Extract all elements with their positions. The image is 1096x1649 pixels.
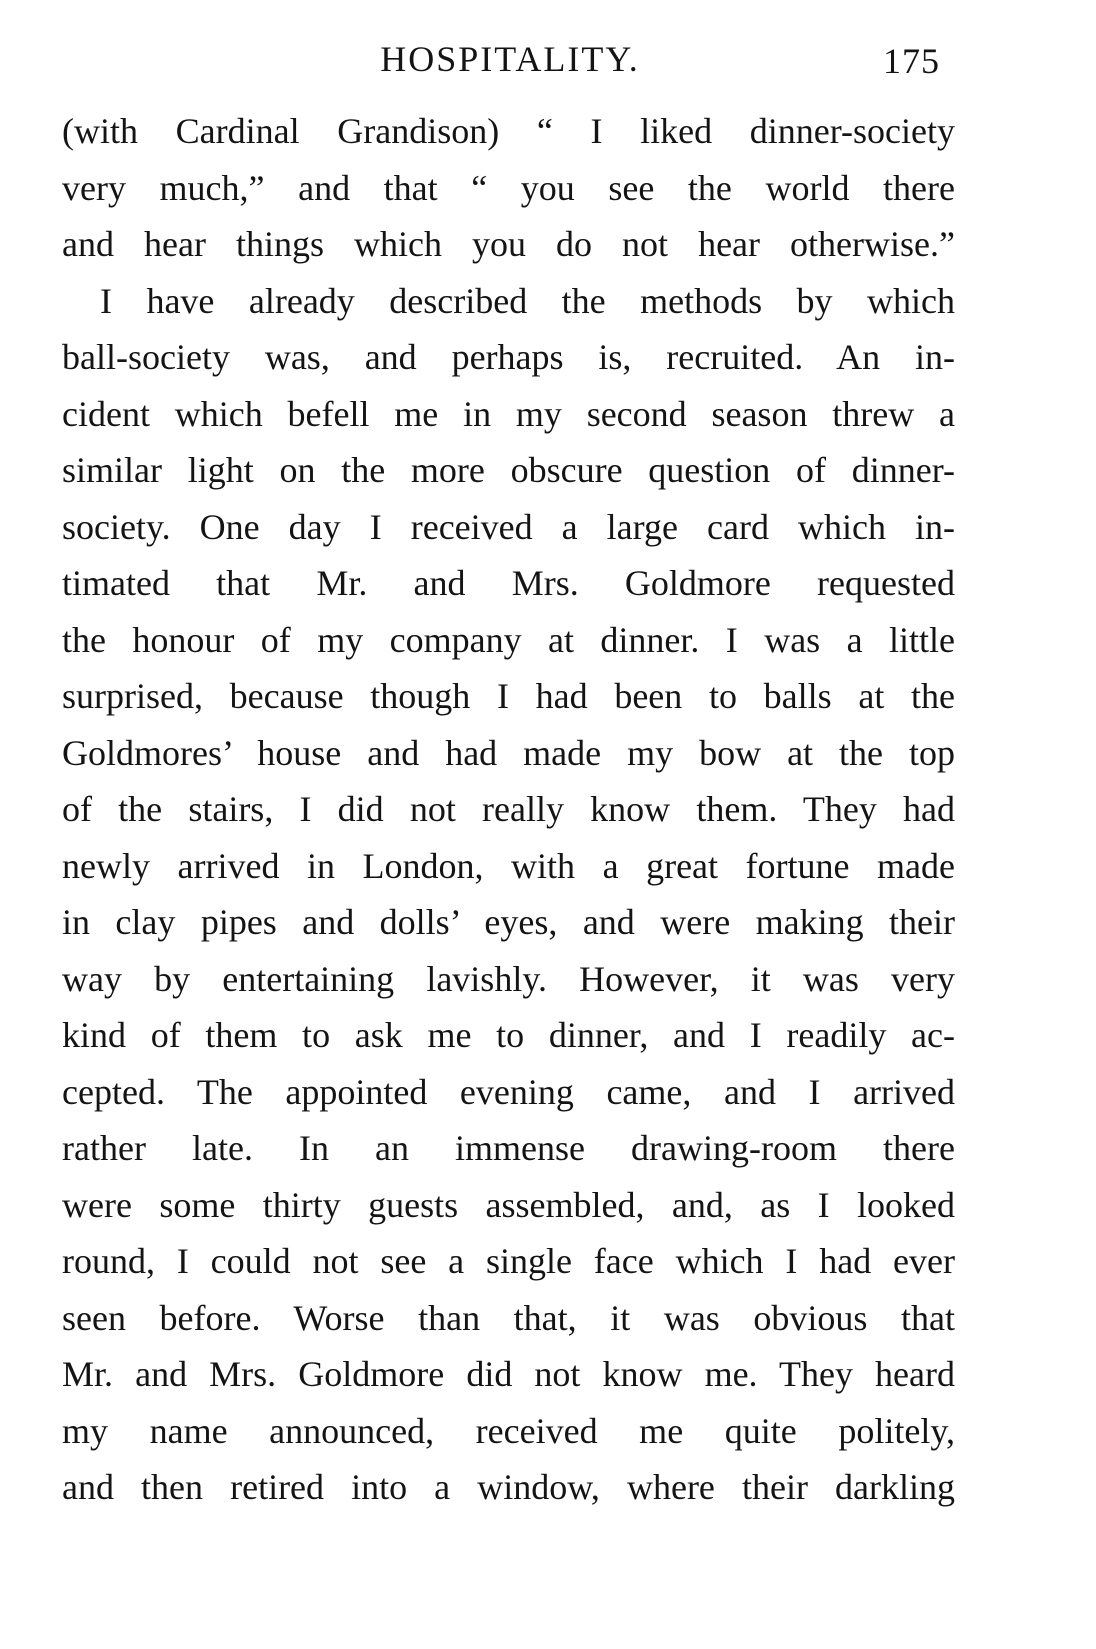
text-line: were some thirty guests assembled, and, as I looked [62, 1184, 955, 1225]
text-line: seen before. Worse than that, it was obvious that [62, 1297, 955, 1338]
text-line: Mr. and Mrs. Goldmore did not know me. They heard [62, 1354, 955, 1394]
text-line: in clay pipes and dolls’ eyes, and were making their [62, 902, 955, 942]
text-line: Goldmores’ house and had made my bow at the top [62, 732, 955, 773]
text-line: I have already described the methods by which [100, 280, 955, 321]
body-text [62, 103, 955, 1516]
text-line: my name announced, received me quite politely, [62, 1410, 955, 1451]
text-line: and hear things which you do not hear otherwise.” [62, 224, 955, 264]
text-line: society. One day I received a large card which in- [62, 506, 955, 547]
paragraph-1 [62, 103, 955, 273]
text-line: round, I could not see a single face which I had ever [62, 1241, 955, 1281]
text-line: similar light on the more obscure question of dinner- [62, 450, 955, 490]
text-line: kind of them to ask me to dinner, and I readily ac- [62, 1015, 955, 1055]
text-line: way by entertaining lavishly. However, it was very [62, 958, 955, 999]
text-line: newly arrived in London, with a great fortune made [62, 845, 955, 886]
text-line: rather late. In an immense drawing-room there [62, 1128, 955, 1168]
text-line: ball-society was, and perhaps is, recruited. An in- [62, 337, 955, 377]
text-line: the honour of my company at dinner. I was a little [62, 619, 955, 660]
page-header [60, 38, 960, 88]
text-line: (with Cardinal Grandison) “ I liked dinner-society [62, 111, 955, 151]
text-line: and then retired into a window, where their darkling [62, 1467, 955, 1507]
text-line: timated that Mr. and Mrs. Goldmore requested [62, 563, 955, 603]
paragraph-2 [62, 273, 955, 1516]
text-line: very much,” and that “ you see the world there [62, 167, 955, 208]
text-line: of the stairs, I did not really know them. They had [62, 789, 955, 829]
running-title: HOSPITALITY. [380, 39, 640, 79]
text-line: cepted. The appointed evening came, and I arrived [62, 1071, 955, 1112]
text-line: cident which befell me in my second season threw a [62, 393, 955, 434]
page-number: 175 [883, 41, 940, 81]
text-line: surprised, because though I had been to balls at the [62, 676, 955, 716]
